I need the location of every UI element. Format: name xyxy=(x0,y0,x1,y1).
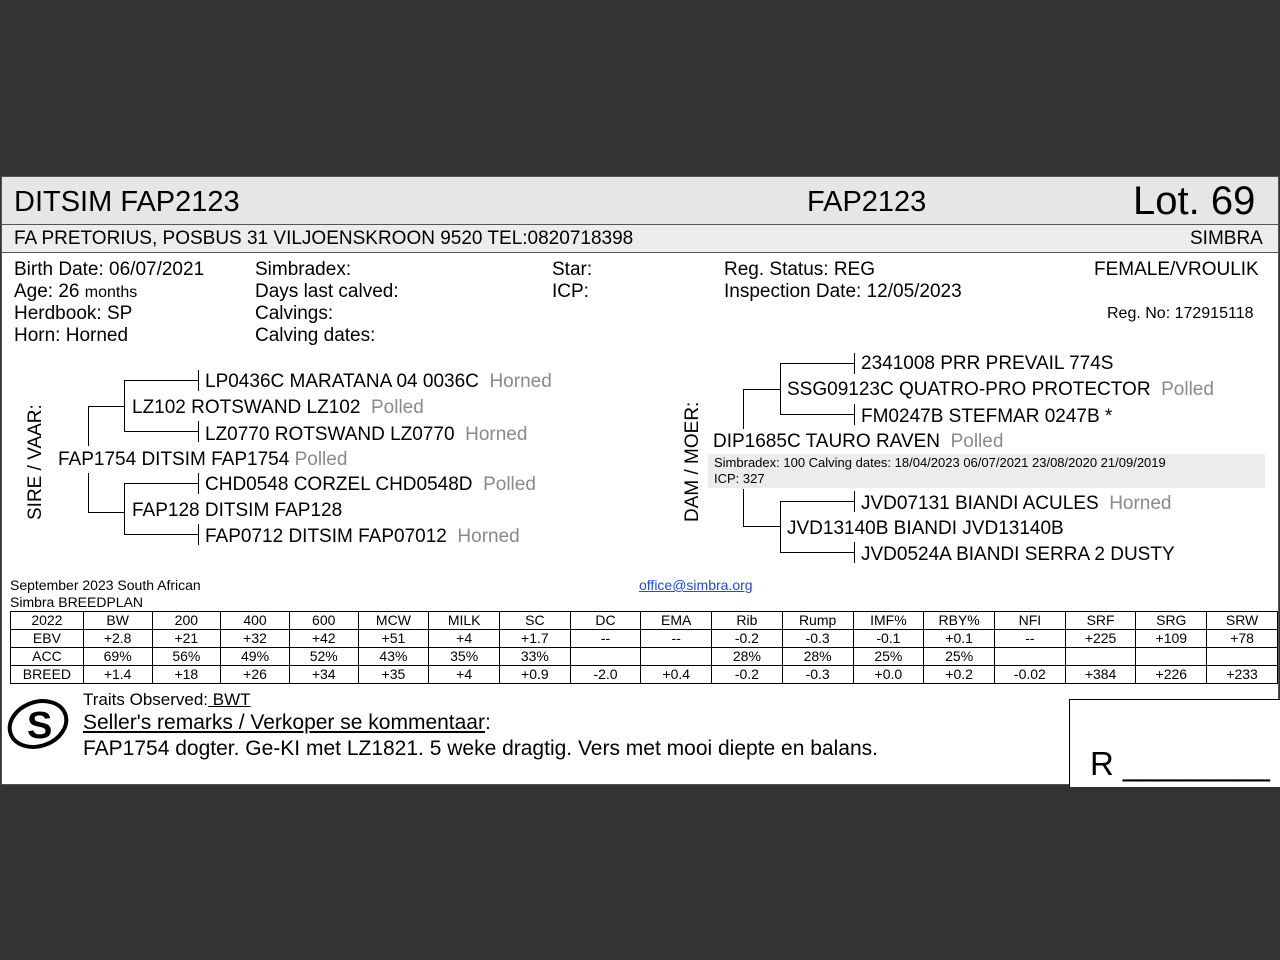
age xyxy=(14,281,137,303)
breedplan-cell: ACC xyxy=(11,648,84,666)
breedplan-cell: +384 xyxy=(1065,666,1136,684)
dam-ggd1a: 2341008 PRR PREVAIL 774S xyxy=(861,353,1114,374)
breedplan-cell: +21 xyxy=(152,630,221,648)
breedplan-cell: SRW xyxy=(1207,612,1278,630)
breedplan-cell: Rib xyxy=(712,612,783,630)
breedplan-cell: -0.2 xyxy=(712,666,783,684)
breedplan-cell: 200 xyxy=(152,612,221,630)
breedplan-cell: +1.4 xyxy=(83,666,152,684)
breedplan-cell xyxy=(1207,648,1278,666)
breedplan-cell: -0.3 xyxy=(782,666,853,684)
breedplan-cell: +4 xyxy=(429,630,500,648)
days-last-calved: Days last calved: xyxy=(255,281,399,302)
breedplan-cell: 52% xyxy=(289,648,358,666)
sire-name: FAP1754 DITSIM FAP1754 Polled xyxy=(58,449,348,470)
breedplan-cell xyxy=(1136,648,1207,666)
dam-ggd2a: JVD07131 BIANDI ACULES Horned xyxy=(861,493,1172,514)
breedplan-cell: +78 xyxy=(1207,630,1278,648)
breedplan-cell: +51 xyxy=(358,630,429,648)
breedplan-cell xyxy=(570,648,641,666)
breedplan-cell: MCW xyxy=(358,612,429,630)
dam-summary-line2: ICP: 327 xyxy=(714,471,765,486)
price-box xyxy=(1069,699,1280,787)
dam-gd2: JVD13140B BIANDI JVD13140B xyxy=(787,518,1064,539)
breedplan-cell: 28% xyxy=(782,648,853,666)
dam-gd1: SSG09123C QUATRO-PRO PROTECTOR Polled xyxy=(787,379,1214,400)
dam-ggd1b: FM0247B STEFMAR 0247B * xyxy=(861,406,1113,427)
dam-label: DAM / MOER: xyxy=(682,401,703,522)
breedplan-cell: DC xyxy=(570,612,641,630)
breedplan-cell: +2.8 xyxy=(83,630,152,648)
dam-ggd2b: JVD0524A BIANDI SERRA 2 DUSTY xyxy=(861,544,1175,565)
breedplan-cell: EBV xyxy=(11,630,84,648)
breedplan-cell xyxy=(641,648,712,666)
breedplan-cell: +225 xyxy=(1065,630,1136,648)
breedplan-cell: +0.0 xyxy=(853,666,924,684)
breedplan-row xyxy=(11,648,1278,666)
breedplan-cell: +4 xyxy=(429,666,500,684)
breedplan-title-2: Simbra BREEDPLAN xyxy=(10,594,144,610)
breedplan-cell: 33% xyxy=(500,648,571,666)
lot-number: Lot. 69 xyxy=(1133,179,1256,223)
breedplan-cell xyxy=(995,648,1066,666)
breedplan-cell: SRF xyxy=(1065,612,1136,630)
breedplan-cell: SC xyxy=(500,612,571,630)
breedplan-cell: +0.4 xyxy=(641,666,712,684)
breedplan-cell: SRG xyxy=(1136,612,1207,630)
breedplan-header-row xyxy=(11,612,1278,630)
breedplan-row xyxy=(11,666,1278,684)
breedplan-cell: BW xyxy=(83,612,152,630)
sire-label: SIRE / VAAR: xyxy=(25,404,46,520)
breedplan-cell: +109 xyxy=(1136,630,1207,648)
breedplan-cell: MILK xyxy=(429,612,500,630)
breedplan-cell: -2.0 xyxy=(570,666,641,684)
breedplan-table xyxy=(10,611,1278,684)
breedplan-cell: 600 xyxy=(289,612,358,630)
breedplan-row xyxy=(11,630,1278,648)
calvings: Calvings: xyxy=(255,303,334,324)
age-value: Age: 26 xyxy=(14,281,80,302)
breedplan-cell: +18 xyxy=(152,666,221,684)
sire-gs1: LZ102 ROTSWAND LZ102 Polled xyxy=(132,397,424,418)
breedplan-cell: +34 xyxy=(289,666,358,684)
icp-label: ICP: xyxy=(552,281,589,302)
breedplan-cell: BREED xyxy=(11,666,84,684)
breedplan-cell: 69% xyxy=(83,648,152,666)
logo-letter: S xyxy=(27,705,53,747)
breedplan-cell: +42 xyxy=(289,630,358,648)
breedplan-cell: 28% xyxy=(712,648,783,666)
breedplan-cell: +226 xyxy=(1136,666,1207,684)
sire-ggs2a: CHD0548 CORZEL CHD0548D Polled xyxy=(205,474,536,495)
remarks-text: FAP1754 dogter. Ge-KI met LZ1821. 5 weke dragtig. Vers met mooi diepte en balans. xyxy=(83,737,878,760)
breedplan-cell: 43% xyxy=(358,648,429,666)
remarks-heading: Seller's remarks / Verkoper se kommentaar: xyxy=(83,711,491,734)
breeder-address: FA PRETORIUS, POSBUS 31 VILJOENSKROON 9520 TEL:0820718398 xyxy=(14,228,634,249)
breedplan-cell: -- xyxy=(641,630,712,648)
sire-ggs1b: LZ0770 ROTSWAND LZ0770 Horned xyxy=(205,424,528,445)
animal-id: FAP2123 xyxy=(807,186,927,218)
breedplan-cell: NFI xyxy=(995,612,1066,630)
breedplan-cell: +0.2 xyxy=(924,666,995,684)
dam-summary-line1: Simbradex: 100 Calving dates: 18/04/2023 06/07/2021 23/08/2020 21/09/2019 xyxy=(714,455,1166,470)
reg-status: Reg. Status: REG xyxy=(724,259,876,280)
lot-card xyxy=(1,176,1279,785)
breedplan-cell: RBY% xyxy=(924,612,995,630)
breedplan-cell: -0.3 xyxy=(782,630,853,648)
breedplan-cell: 56% xyxy=(152,648,221,666)
breedplan-cell: -- xyxy=(995,630,1066,648)
breedplan-cell: IMF% xyxy=(853,612,924,630)
email-link[interactable]: office@simbra.org xyxy=(639,577,753,593)
breedplan-cell: +233 xyxy=(1207,666,1278,684)
breedplan-cell: 35% xyxy=(429,648,500,666)
birth-date: Birth Date: 06/07/2021 xyxy=(14,259,205,280)
breed-name: SIMBRA xyxy=(1190,228,1263,249)
breedplan-cell: 400 xyxy=(221,612,290,630)
breedplan-cell: -- xyxy=(570,630,641,648)
breedplan-cell: 25% xyxy=(924,648,995,666)
calving-dates: Calving dates: xyxy=(255,325,376,346)
simbradex-label: Simbradex: xyxy=(255,259,352,280)
traits-observed: Traits Observed: BWT xyxy=(83,690,251,709)
sex: FEMALE/VROULIK xyxy=(1094,259,1259,280)
herdbook: Herdbook: SP xyxy=(14,303,133,324)
breedplan-cell: +0.9 xyxy=(500,666,571,684)
breedplan-cell: +26 xyxy=(221,666,290,684)
sire-ggs2b: FAP0712 DITSIM FAP07012 Horned xyxy=(205,526,520,547)
dam-summary xyxy=(708,454,1265,488)
price-field[interactable]: R ________ xyxy=(1090,745,1270,782)
sire-ggs1a: LP0436C MARATANA 04 0036C Horned xyxy=(205,371,552,392)
breedplan-cell: +0.1 xyxy=(924,630,995,648)
breedplan-cell xyxy=(1065,648,1136,666)
animal-name: DITSIM FAP2123 xyxy=(14,186,240,218)
breedplan-cell: +35 xyxy=(358,666,429,684)
horn-status: Horn: Horned xyxy=(14,325,129,346)
star-label: Star: xyxy=(552,259,593,280)
breedplan-cell: Rump xyxy=(782,612,853,630)
breedplan-cell: 49% xyxy=(221,648,290,666)
breedplan-cell: EMA xyxy=(641,612,712,630)
breedplan-cell: +1.7 xyxy=(500,630,571,648)
inspection-date: Inspection Date: 12/05/2023 xyxy=(724,281,962,302)
age-unit: months xyxy=(84,284,138,301)
breedplan-title-1: September 2023 South African xyxy=(10,577,201,593)
reg-number: Reg. No: 172915118 xyxy=(1107,305,1254,322)
breedplan-cell: 25% xyxy=(853,648,924,666)
breedplan-cell: -0.2 xyxy=(712,630,783,648)
breedplan-cell: -0.02 xyxy=(995,666,1066,684)
sire-gs2: FAP128 DITSIM FAP128 xyxy=(132,500,343,521)
breedplan-cell: -0.1 xyxy=(853,630,924,648)
card-header xyxy=(2,177,1278,225)
breedplan-cell: +32 xyxy=(221,630,290,648)
breedplan-cell: 2022 xyxy=(11,612,84,630)
breeder-row xyxy=(2,225,1278,253)
dam-name: DIP1685C TAURO RAVEN Polled xyxy=(713,431,1004,452)
simbra-logo-icon xyxy=(6,697,70,751)
